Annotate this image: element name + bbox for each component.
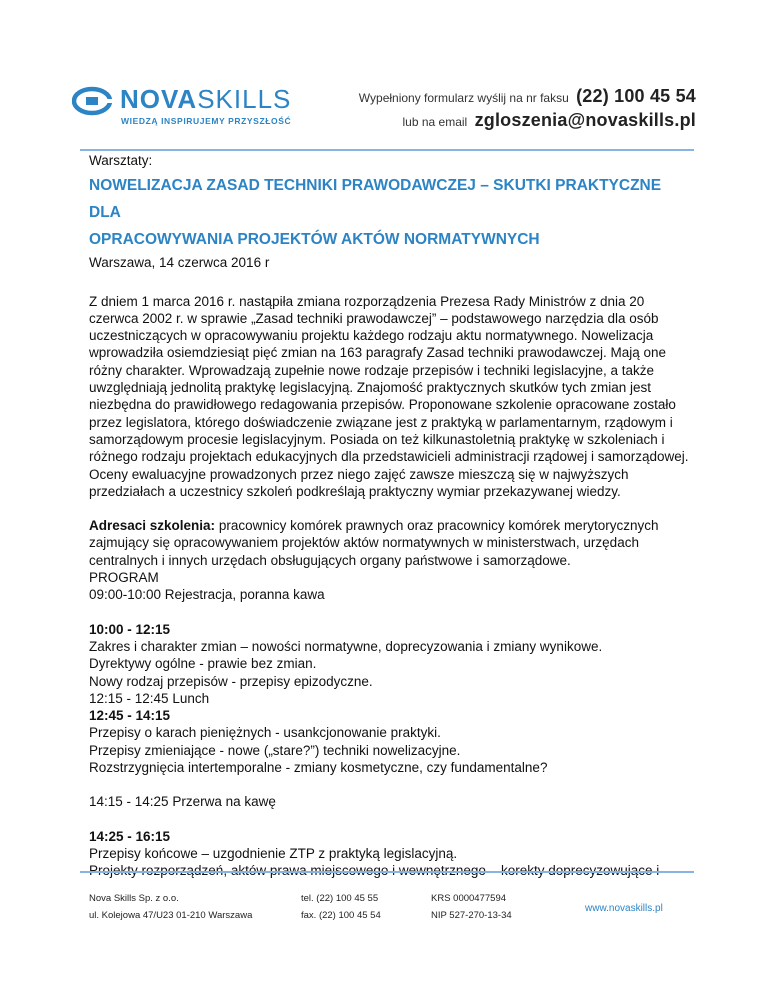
logo-tagline: WIEDZĄ INSPIRUJEMY PRZYSZŁOŚĆ bbox=[121, 116, 292, 126]
footer-divider bbox=[80, 871, 694, 873]
email-address[interactable]: zgloszenia@novaskills.pl bbox=[474, 110, 696, 130]
company-logo bbox=[68, 82, 308, 134]
eye-logo-icon bbox=[72, 86, 112, 116]
footer-company bbox=[89, 890, 252, 924]
document-date: Warszawa, 14 czerwca 2016 r bbox=[89, 255, 270, 271]
block3-time: 14:25 - 16:15 bbox=[89, 828, 171, 844]
document-body bbox=[89, 152, 689, 880]
title-line-2: OPRACOWYWANIA PROJEKTÓW AKTÓW NORMATYWNYCH bbox=[89, 231, 540, 249]
block2-item: Przepisy zmieniające - nowe („stare?”) techniki nowelizacyjne. bbox=[89, 742, 461, 758]
logo-wordmark-light: SKILLS bbox=[197, 84, 292, 114]
block2-item: Rozstrzygnięcia intertemporalne - zmiany kosmetyczne, czy fundamentalne? bbox=[89, 760, 548, 776]
footer-tel: tel. (22) 100 45 55 bbox=[301, 893, 379, 904]
fax-number: (22) 100 45 54 bbox=[576, 86, 696, 106]
workshop-label: Warsztaty: bbox=[89, 153, 153, 168]
footer-krs: KRS 0000477594 bbox=[431, 893, 507, 904]
coffee-break-line: 14:15 - 14:25 Przerwa na kawę bbox=[89, 794, 276, 810]
logo-wordmark bbox=[120, 84, 291, 115]
fax-contact bbox=[359, 86, 696, 107]
audience-label: Adresaci szkolenia: bbox=[89, 518, 216, 534]
header-divider bbox=[80, 149, 694, 151]
block1-item: Nowy rodzaj przepisów - przepisy epizodyczne. bbox=[89, 673, 373, 689]
logo-wordmark-bold: NOVA bbox=[120, 84, 198, 114]
title-line-1: NOWELIZACJA ZASAD TECHNIKI PRAWODAWCZEJ – SKUTKI PRAKTYCZNE DLA bbox=[89, 177, 662, 222]
footer-fax: fax. (22) 100 45 54 bbox=[301, 910, 381, 921]
footer-address: ul. Kolejowa 47/U23 01-210 Warszawa bbox=[89, 910, 253, 921]
audience-text: pracownicy komórek prawnych oraz pracownicy komórek merytorycznych zajmujący się opracowywaniem projektów aktów normatywnych w ministerstwach, urzędach centralnych i innych urzędach obsługujących organy państwowe i samorządowe. bbox=[89, 518, 659, 568]
intro-paragraph: Z dniem 1 marca 2016 r. nastąpiła zmiana rozporządzenia Prezesa Rady Ministrów z dnia 20 czerwca 2002 r. w sprawie „Zasad techniki prawodawczej” – podstawowego narzędzia dla osób uczestniczących w opracowywaniu projektu każdego rodzaju aktu normatywnego. Nowelizacja wprowadziła osiemdziesiąt pięć zmian na 163 paragrafy Zasad techniki prawodawczej. Mają one różny charakter. Wprowadzają zupełnie nowe rodzaje przepisów i techniki legislacyjne, a także uwzględniają jednolitą praktykę legislacyjną. Znajomość praktycznych skutków tych zmian jest niezbędna do prawidłowego redagowania przepisów. Proponowane szkolenie opracowane zostało przez legislatora, którego doświadczenie związane jest z praktyką w parlamentarnym, rządowym i samorządowym procesie legislacyjnym. Posiada on też kilkunastoletnią praktykę w szkoleniach i różnego rodzaju projektach edukacyjnych dla przedstawicieli administracji rządowej i samorządowej. Oceny ewaluacyjne prowadzonych przez niego zajęć zawsze mieszczą się w najwyższych przedziałach a uczestnicy szkoleń podkreślają praktyczny wymiar przekazywanej wiedzy. bbox=[89, 293, 689, 499]
program-label: PROGRAM bbox=[89, 570, 159, 586]
footer-company-name: Nova Skills Sp. z o.o. bbox=[89, 893, 179, 904]
block2-time: 12:45 - 14:15 bbox=[89, 708, 171, 724]
email-label: lub na email bbox=[402, 115, 468, 129]
email-contact bbox=[403, 110, 696, 131]
footer-nip: NIP 527-270-13-34 bbox=[431, 910, 512, 921]
block1-item: Zakres i charakter zmian – nowości normatywne, doprecyzowania i zmiany wynikowe. bbox=[89, 638, 603, 654]
fax-label: Wypełniony formularz wyślij na nr faksu bbox=[358, 91, 569, 105]
lunch-line: 12:15 - 12:45 Lunch bbox=[89, 690, 210, 706]
audience-paragraph bbox=[89, 517, 689, 569]
block1-item: Dyrektywy ogólne - prawie bez zmian. bbox=[89, 656, 317, 672]
document-title bbox=[89, 172, 689, 253]
registration-line: 09:00-10:00 Rejestracja, poranna kawa bbox=[89, 587, 325, 603]
footer-registry bbox=[431, 890, 512, 924]
footer-phones bbox=[301, 890, 381, 924]
block3-item: Przepisy końcowe – uzgodnienie ZTP z praktyką legislacyjną. bbox=[89, 845, 458, 861]
footer-website-link[interactable]: www.novaskills.pl bbox=[585, 903, 663, 914]
block1-time: 10:00 - 12:15 bbox=[89, 621, 171, 637]
block2-item: Przepisy o karach pieniężnych - usankcjonowanie praktyki. bbox=[89, 725, 441, 741]
